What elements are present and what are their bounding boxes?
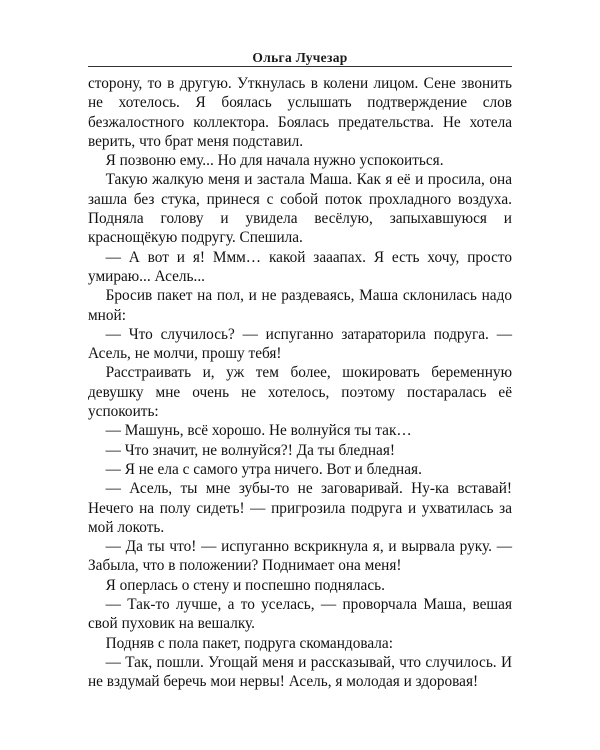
paragraph: — Так, пошли. Угощай меня и рассказывай, что случилось. И не вздумай беречь мои нервы! Асель, я молодая и здоровая! [88,653,512,691]
running-header: Ольга Лучезар [252,50,348,65]
paragraph: — Так-то лучше, а то уселась, — проворчала Маша, вешая свой пуховик на вешалку. [88,596,512,633]
paragraph: — Да ты что! — испуганно вскрикнула я, и вырвала руку. — Забыла, что в положении? Поднимает она меня! [88,538,512,575]
paragraph: — Что значит, не волнуйся?! Да ты бледная! [105,441,395,459]
paragraph: Я оперлась о стену и поспешно поднялась. [105,576,385,594]
paragraph: — А вот и я! Ммм… какой зааапах. Я есть хочу, просто умираю... Асель... [88,248,512,285]
paragraph: — Машунь, всё хорошо. Не волнуйся ты так… [105,422,412,440]
paragraph: Я позвоню ему... Но для начала нужно успокоиться. [105,152,444,170]
paragraph: Бросив пакет на пол, и не раздеваясь, Маша склонилась надо мной: [88,287,512,324]
paragraph: — Я не ела с самого утра ничего. Вот и бледная. [105,460,422,478]
paragraph: — Асель, ты мне зубы-то не заговаривай. Ну-ка вставай! Нечего на полу сидеть! — пригрозила подруга и ухватилась за мой локоть. [88,480,512,536]
paragraph: — Что случилось? — испуганно затараторила подруга. — Асель, не молчи, прошу тебя! [88,325,512,363]
body-text [88,74,512,692]
header-rule [88,66,512,67]
paragraph: Такую жалкую меня и застала Маша. Как я её и просила, она зашла без стука, принеся с собой поток прохладного воздуха. Подняла голову и увидела весёлую, запыхавшуюся и краснощёкую подругу. Спешила. [88,171,512,247]
paragraph: Подняв с пола пакет, подруга скомандовала: [105,634,393,652]
paragraph: сторону, то в другую. Уткнулась в колени лицом. Сене звонить не хотелось. Я боялась услышать подтверждение слов безжалостного коллектора. Боялась предательства. Не хотела верить, что брат меня подставил. [88,75,512,150]
paragraph: Расстраивать и, уж тем более, шокировать беременную девушку мне очень не хотелось, поэтому постаралась её успокоить: [88,364,512,421]
